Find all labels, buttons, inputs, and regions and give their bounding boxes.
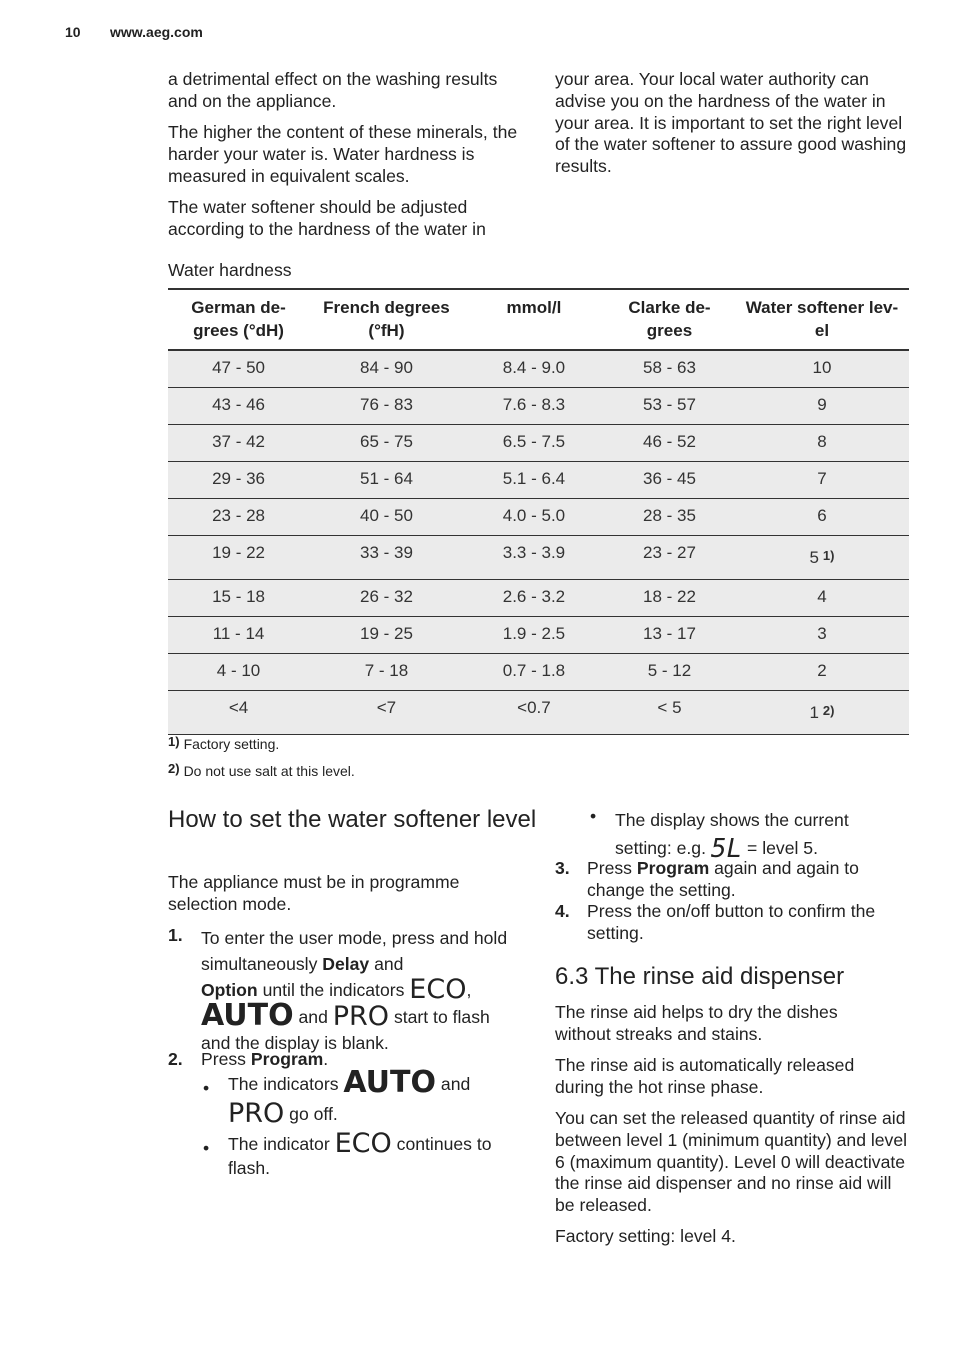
- table-row: [168, 462, 909, 499]
- column-header: [168, 289, 309, 350]
- step-text: [201, 925, 511, 1056]
- footnote-reference: 1): [822, 547, 835, 563]
- step-text-part: ,: [466, 980, 472, 1000]
- table-cell: [735, 691, 909, 735]
- cell-value: 84 - 90: [359, 358, 413, 377]
- table-cell: [168, 654, 309, 691]
- cell-value: 51 - 64: [359, 469, 413, 488]
- table-row: [168, 425, 909, 462]
- table-cell: [309, 350, 464, 388]
- table-row: [168, 536, 909, 580]
- table-cell: [309, 617, 464, 654]
- cell-value: 2: [817, 661, 827, 680]
- footnote-mark: 2): [168, 761, 180, 776]
- table-cell: [309, 654, 464, 691]
- cell-value: 47 - 50: [212, 358, 265, 377]
- rinse-paragraph: The rinse aid is automatically released during the hot rinse phase.: [555, 1055, 855, 1097]
- section-title: 6.3 The rinse aid dispenser: [555, 963, 845, 990]
- cell-value: <0.7: [517, 698, 551, 717]
- table-cell: [464, 654, 604, 691]
- table-cell: [309, 499, 464, 536]
- table-cell: [309, 536, 464, 580]
- bullet-text-part: setting: e.g.: [615, 838, 711, 858]
- bullet-dot: •: [203, 1138, 210, 1158]
- display-digits-icon: 5L: [710, 834, 743, 864]
- table-row: [168, 691, 909, 735]
- column-header-label: mmol/l: [506, 298, 562, 317]
- table-row: [168, 654, 909, 691]
- cell-value: 23 - 27: [643, 543, 696, 562]
- step-text-part: start to flash and the display is blank.: [201, 1007, 490, 1053]
- step-number: 2.: [168, 1049, 183, 1069]
- intro-paragraph: The water softener should be adjusted according to the hardness of the water in: [168, 197, 486, 239]
- step-text-part: .: [323, 1049, 329, 1069]
- table-cell: [735, 462, 909, 499]
- table-cell: [464, 499, 604, 536]
- table-cell: [735, 617, 909, 654]
- cell-value: 13 - 17: [643, 624, 696, 643]
- key-label: Option: [201, 980, 258, 1000]
- cell-value: 4.0 - 5.0: [502, 506, 566, 525]
- cell-value: 19 - 25: [359, 624, 413, 643]
- cell-value: 37 - 42: [212, 432, 265, 451]
- table-cell: [464, 462, 604, 499]
- table-row: [168, 388, 909, 425]
- table-cell: [309, 462, 464, 499]
- step-number: 4.: [555, 901, 570, 921]
- footnote-text: Do not use salt at this level.: [183, 763, 355, 779]
- table-header-row: [168, 289, 909, 350]
- cell-value: 5 - 12: [647, 661, 692, 680]
- table-cell: [735, 536, 909, 580]
- column-header: [735, 289, 909, 350]
- step-text-part: until the indicators: [257, 980, 410, 1000]
- table-cell: [735, 425, 909, 462]
- bullet-text-part: continues to flash.: [228, 1134, 492, 1178]
- footnote: [168, 736, 279, 752]
- step-text-part: To enter the user mode, press and hold simultaneously: [201, 928, 508, 974]
- table-cell: [604, 536, 735, 580]
- table-cell: [604, 580, 735, 617]
- key-label: Program: [636, 858, 710, 878]
- table-cell: [309, 691, 464, 735]
- column-header-label: German de- grees (°dH): [191, 298, 286, 340]
- rinse-paragraph: You can set the released quantity of rinse aid between level 1 (minimum quantity) and level 6 (maximum quantity). Level 0 will deactivate the rinse aid dispenser and no rinse aid will be released.: [555, 1108, 908, 1216]
- step-text-part: Press: [201, 1049, 251, 1069]
- table-cell: [168, 462, 309, 499]
- cell-value: <7: [376, 698, 397, 717]
- cell-value: 11 - 14: [212, 624, 265, 643]
- table-cell: [604, 617, 735, 654]
- cell-value: 3.3 - 3.9: [502, 543, 566, 562]
- table-cell: [168, 617, 309, 654]
- table-cell: [604, 654, 735, 691]
- cell-value: 0.7 - 1.8: [502, 661, 566, 680]
- cell-value: <4: [228, 698, 249, 717]
- cell-value: 5: [809, 547, 819, 567]
- table-cell: [464, 617, 604, 654]
- cell-value: 40 - 50: [359, 506, 413, 525]
- table-cell: [464, 691, 604, 735]
- column-header: [464, 289, 604, 350]
- step-text: [587, 858, 907, 902]
- auto-indicator-icon: AUTO: [201, 998, 294, 1033]
- rinse-paragraph: Factory setting: level 4.: [555, 1226, 736, 1246]
- cell-value: 7: [817, 469, 827, 488]
- column-header-label: Water softener lev- el: [745, 298, 899, 340]
- table-cell: [735, 654, 909, 691]
- table-cell: [168, 350, 309, 388]
- bullet-text: [228, 1065, 518, 1129]
- section-intro: The appliance must be in programme selection mode.: [168, 872, 460, 914]
- table-cell: [168, 425, 309, 462]
- table-caption: Water hardness: [168, 260, 292, 280]
- cell-value: 6: [817, 506, 827, 525]
- key-label: Delay: [322, 954, 370, 974]
- bullet-text-part: and: [436, 1074, 471, 1094]
- bullet-text-part: go off.: [284, 1104, 338, 1124]
- table-cell: [464, 388, 604, 425]
- intro-paragraph: your area. Your local water authority can advise you on the hardness of the water in your area. It is important to set the right level of the water softener to assure good washing results.: [555, 69, 907, 177]
- cell-value: 8: [817, 432, 827, 451]
- table-row: [168, 617, 909, 654]
- table-cell: [168, 691, 309, 735]
- table-cell: [168, 536, 309, 580]
- cell-value: 9: [817, 395, 827, 414]
- step-number: 1.: [168, 925, 183, 945]
- cell-value: 19 - 22: [212, 543, 265, 562]
- step-text-part: Press: [587, 858, 637, 878]
- cell-value: 65 - 75: [359, 432, 413, 451]
- footnote: [168, 763, 355, 779]
- pro-indicator-icon: PRO: [332, 1001, 390, 1032]
- table-cell: [735, 388, 909, 425]
- step-text-part: and: [293, 1007, 333, 1027]
- footnote-reference: 2): [822, 702, 835, 718]
- cell-value: 5.1 - 6.4: [502, 469, 566, 488]
- step-text-part: again and again to change the setting.: [587, 858, 859, 900]
- cell-value: 2.6 - 3.2: [502, 587, 566, 606]
- footnote-text: Factory setting.: [183, 736, 280, 752]
- bullet-dot: •: [590, 806, 597, 826]
- footnote-mark: 1): [168, 734, 180, 749]
- rinse-paragraph: The rinse aid helps to dry the dishes without streaks and stains.: [555, 1002, 838, 1044]
- cell-value: 29 - 36: [212, 469, 265, 488]
- website-url: www.aeg.com: [110, 24, 203, 40]
- table-cell: [168, 388, 309, 425]
- cell-value: 18 - 22: [643, 587, 696, 606]
- bullet-text-part: The indicators: [228, 1074, 344, 1094]
- cell-value: 4 - 10: [216, 661, 261, 680]
- water-hardness-table: [168, 288, 909, 735]
- cell-value: 1: [809, 702, 819, 722]
- intro-paragraph: The higher the content of these minerals, the harder your water is. Water hardness is measured in equivalent scales.: [168, 122, 518, 186]
- auto-indicator-icon: AUTO: [343, 1065, 437, 1100]
- column-header: [604, 289, 735, 350]
- cell-value: 53 - 57: [643, 395, 696, 414]
- table-cell: [735, 350, 909, 388]
- cell-value: 36 - 45: [643, 469, 696, 488]
- cell-value: 23 - 28: [212, 506, 265, 525]
- table-cell: [309, 425, 464, 462]
- section-title: How to set the water softener level: [168, 806, 537, 833]
- cell-value: 26 - 32: [359, 587, 413, 606]
- table-cell: [309, 580, 464, 617]
- table-row: [168, 580, 909, 617]
- intro-paragraph: a detrimental effect on the washing results and on the appliance.: [168, 69, 498, 111]
- cell-value: 33 - 39: [359, 543, 413, 562]
- bullet-text-part: The display shows the current: [615, 810, 849, 830]
- page-number: 10: [65, 24, 81, 40]
- column-header-label: French degrees (°fH): [323, 298, 450, 340]
- table-row: [168, 350, 909, 388]
- key-label: Program: [250, 1049, 324, 1069]
- column-header: [309, 289, 464, 350]
- table-cell: [464, 425, 604, 462]
- table-body: [168, 350, 909, 735]
- cell-value: 4: [817, 587, 827, 606]
- cell-value: 7.6 - 8.3: [502, 395, 566, 414]
- cell-value: 46 - 52: [643, 432, 696, 451]
- bullet-text-part: The indicator: [228, 1134, 335, 1154]
- eco-indicator-icon: ECO: [334, 1128, 392, 1159]
- cell-value: 3: [817, 624, 827, 643]
- table-cell: [309, 388, 464, 425]
- table-cell: [604, 350, 735, 388]
- cell-value: 6.5 - 7.5: [502, 432, 566, 451]
- eco-indicator-icon: ECO: [409, 974, 467, 1005]
- bullet-dot: •: [203, 1078, 210, 1098]
- table-cell: [168, 499, 309, 536]
- table-cell: [604, 691, 735, 735]
- cell-value: 15 - 18: [212, 587, 265, 606]
- table-cell: [604, 425, 735, 462]
- table-cell: [168, 580, 309, 617]
- table-cell: [464, 536, 604, 580]
- step-number: 3.: [555, 858, 570, 878]
- step-text: Press the on/off button to confirm the setting.: [587, 901, 876, 943]
- cell-value: 58 - 63: [643, 358, 696, 377]
- cell-value: 1.9 - 2.5: [502, 624, 566, 643]
- cell-value: 7 - 18: [364, 661, 409, 680]
- cell-value: < 5: [657, 698, 682, 717]
- bullet-text: [228, 1128, 523, 1180]
- table-cell: [604, 499, 735, 536]
- table-cell: [604, 462, 735, 499]
- cell-value: 10: [812, 358, 832, 377]
- column-header-label: Clarke de- grees: [628, 298, 711, 340]
- cell-value: 43 - 46: [212, 395, 265, 414]
- pro-indicator-icon: PRO: [228, 1098, 285, 1129]
- cell-value: 76 - 83: [359, 395, 413, 414]
- cell-value: 28 - 35: [643, 506, 696, 525]
- table-cell: [464, 350, 604, 388]
- table-cell: [604, 388, 735, 425]
- step-text-part: and: [369, 954, 404, 974]
- bullet-text-part: = level 5.: [742, 838, 818, 858]
- cell-value: 8.4 - 9.0: [502, 358, 566, 377]
- table-cell: [735, 499, 909, 536]
- bullet-text: [615, 806, 905, 863]
- table-cell: [464, 580, 604, 617]
- table-row: [168, 499, 909, 536]
- table-cell: [735, 580, 909, 617]
